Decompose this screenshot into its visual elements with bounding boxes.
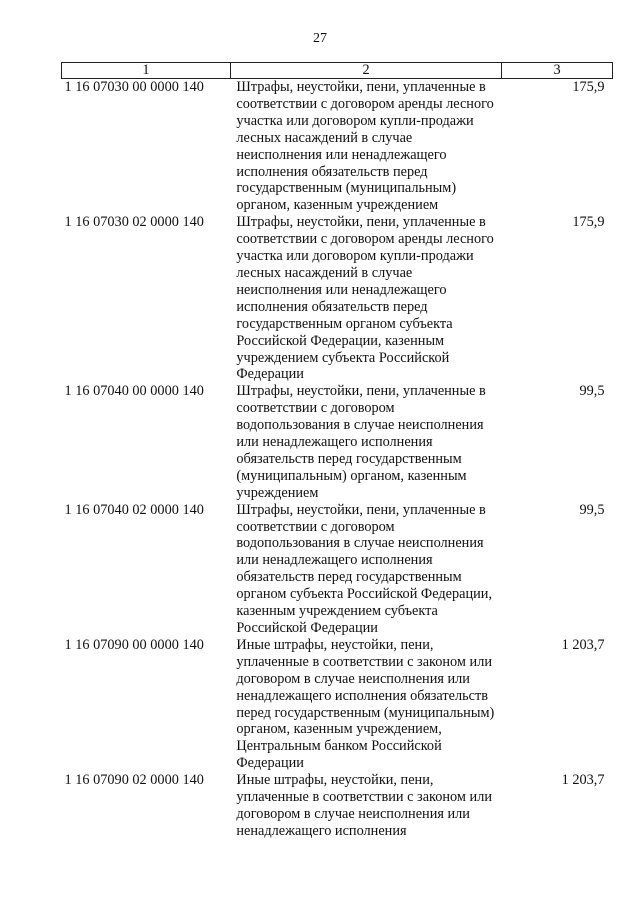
income-description: Штрафы, неустойки, пени, уплаченные в соответствии с договором водопользования в случае неисполнения или ненадлежащего исполнения обязательств перед государственным органом субъекта Российской Федерации, казенным учреждением субъекта Российской Федерации — [236, 501, 493, 636]
header-row — [62, 63, 613, 79]
budget-code: 1 16 07040 00 0000 140 — [64, 383, 204, 400]
column-header-code: 1 — [62, 63, 231, 79]
column-header-amount: 3 — [502, 63, 613, 79]
table-row — [62, 383, 613, 501]
table-row — [62, 79, 613, 215]
income-description: Штрафы, неустойки, пени, уплаченные в соответствии с договором аренды лесного участка или договором купли-продажи лесных насаждений в случае неисполнения или ненадлежащего исполнения обязательств перед государственным (муниципальным) органом, казенным учреждением — [236, 79, 494, 214]
page-number: 27 — [313, 31, 327, 46]
table-row — [62, 772, 613, 840]
budget-code: 1 16 07090 02 0000 140 — [64, 772, 204, 789]
budget-code: 1 16 07030 02 0000 140 — [64, 214, 204, 231]
income-description: Иные штрафы, неустойки, пени, уплаченные в соответствии с законом или договором в случае неисполнения или ненадлежащего исполнения — [236, 772, 492, 839]
amount-value: 175,9 — [572, 214, 605, 231]
income-description: Иные штрафы, неустойки, пени, уплаченные в соответствии с законом или договором в случае неисполнения или ненадлежащего исполнения обязательств перед государственным (муниципальным) органом, казенным учреждением, Центральным банком Российской Федерации — [236, 636, 495, 772]
amount-value: 99,5 — [579, 383, 605, 400]
income-description: Штрафы, неустойки, пени, уплаченные в соответствии с договором аренды лесного участка или договором купли-продажи лесных насаждений в случае неисполнения или ненадлежащего исполнения обязательств перед государственным органом субъекта Российской Федерации, казенным учреждением субъекта Российской Федерации — [236, 214, 494, 383]
table-body — [62, 79, 613, 840]
income-description: Штрафы, неустойки, пени, уплаченные в соответствии с договором водопользования в случае неисполнения или ненадлежащего исполнения обязательств перед государственным (муниципальным) органом, казенным учреждением — [236, 383, 486, 501]
budget-code: 1 16 07030 00 0000 140 — [64, 79, 204, 95]
column-header-description: 2 — [230, 63, 501, 79]
amount-value: 175,9 — [572, 79, 605, 95]
revenue-table — [61, 62, 613, 840]
table-row — [62, 214, 613, 383]
table-row — [62, 502, 613, 637]
budget-code: 1 16 07040 02 0000 140 — [64, 501, 204, 518]
amount-value: 1 203,7 — [561, 636, 605, 653]
table-row — [62, 637, 613, 772]
amount-value: 1 203,7 — [561, 772, 605, 789]
budget-code: 1 16 07090 00 0000 140 — [64, 636, 204, 653]
amount-value: 99,5 — [579, 501, 605, 518]
table-header — [62, 63, 613, 79]
